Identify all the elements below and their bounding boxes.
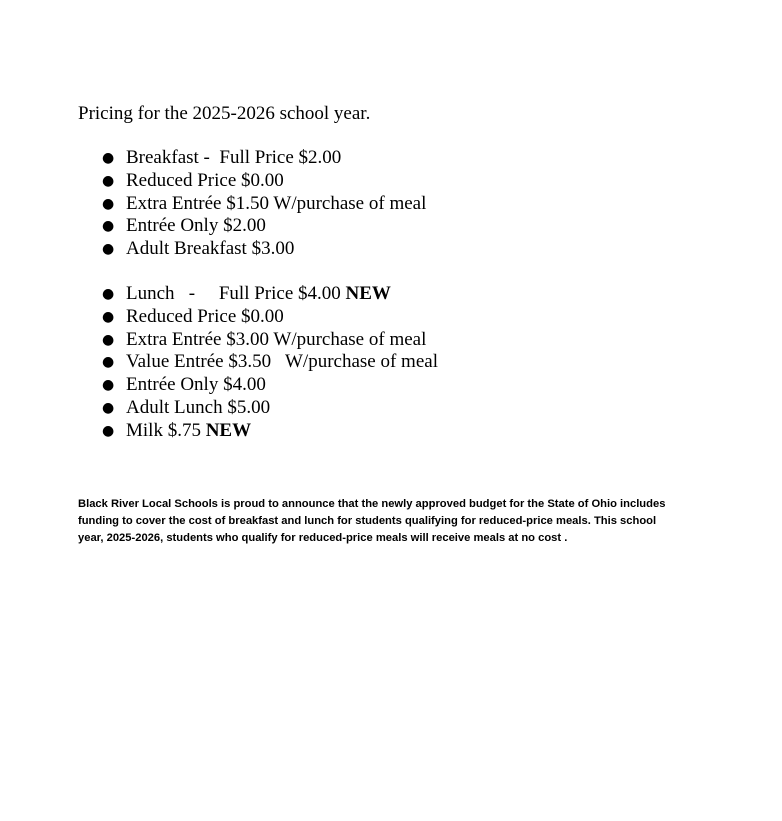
new-badge: NEW: [205, 419, 252, 441]
price-item-text: Adult Breakfast $3.00: [126, 238, 295, 260]
bullet-icon: ●: [102, 354, 115, 371]
bullet-icon: ●: [102, 150, 115, 166]
price-item-text: Reduced Price $0.00: [126, 305, 284, 327]
price-item-text: Extra Entrée $3.00 W/purchase of meal: [126, 328, 427, 350]
bullet-icon: ●: [102, 422, 115, 439]
bullet-icon: ●: [102, 331, 115, 348]
price-item-text: Adult Lunch $5.00: [126, 396, 271, 418]
new-badge: NEW: [345, 283, 391, 304]
bullet-icon: ●: [102, 377, 115, 394]
funding-notice: [78, 496, 718, 547]
bullet-icon: ●: [102, 218, 115, 235]
bullet-icon: ●: [102, 241, 115, 258]
price-item-text: Lunch - Full Price $4.00 NEW: [126, 283, 391, 304]
price-item-text: Milk $.75 NEW: [126, 419, 252, 441]
price-item-text: Value Entrée $3.50 W/purchase of meal: [126, 351, 438, 373]
bullet-icon: ●: [102, 195, 115, 212]
page-heading: Pricing for the 2025-2026 school year.: [78, 103, 371, 124]
notice-line: funding to cover the cost of breakfast and lunch for students qualifying for reduced-price meals. This school: [78, 515, 657, 527]
price-item-text: Entrée Only $2.00: [126, 215, 266, 237]
notice-line: Black River Local Schools is proud to announce that the newly approved budget for the State of Ohio includes: [78, 498, 666, 510]
notice-line: year, 2025-2026, students who qualify for reduced-price meals will receive meals at no cost .: [78, 532, 568, 544]
bullet-icon: ●: [102, 399, 115, 416]
bullet-icon: ●: [102, 172, 115, 189]
bullet-icon: ●: [102, 308, 115, 325]
price-item-text: Reduced Price $0.00: [126, 169, 284, 191]
price-item-text: Breakfast - Full Price $2.00: [126, 147, 342, 168]
price-item-text: Entrée Only $4.00: [126, 374, 266, 396]
bullet-icon: ●: [102, 286, 115, 302]
price-item-text: Extra Entrée $1.50 W/purchase of meal: [126, 192, 427, 214]
